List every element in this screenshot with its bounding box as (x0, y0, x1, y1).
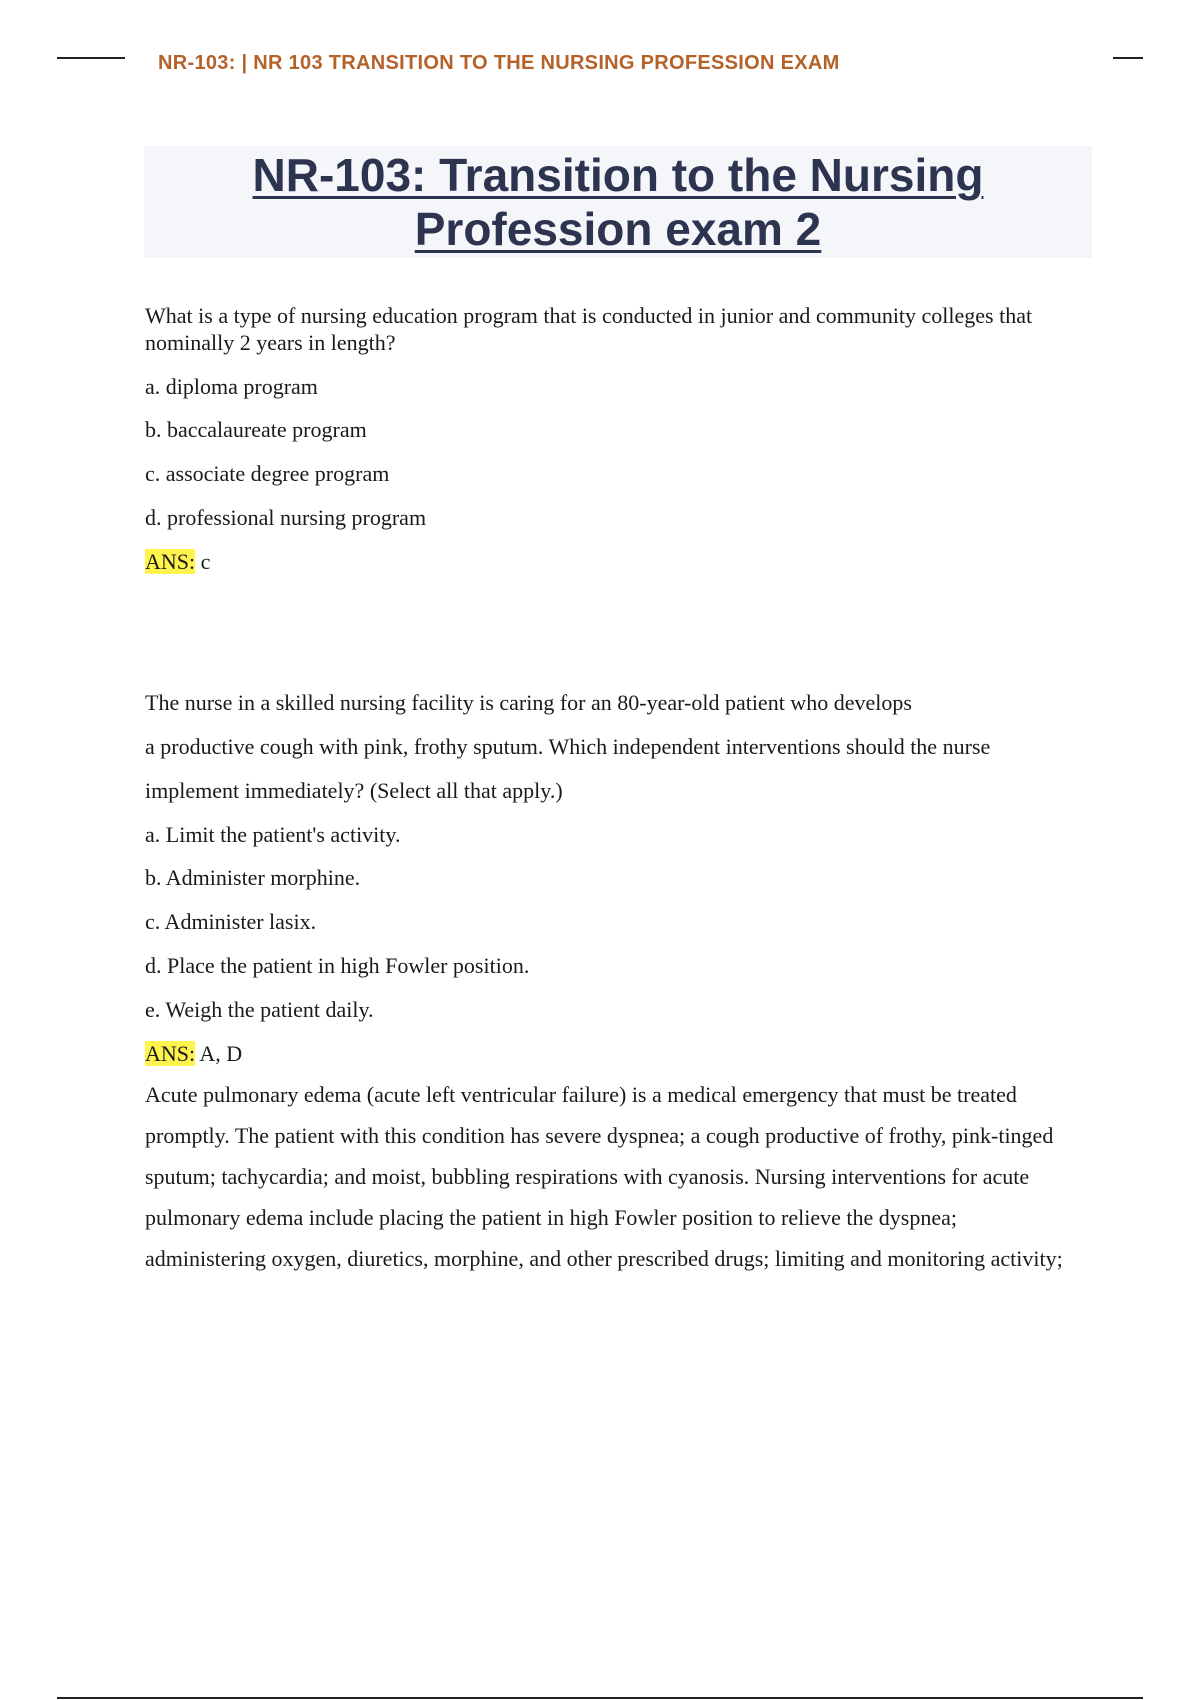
question-2-text-line-2: a productive cough with pink, frothy sputum. Which independent interventions should the nurse (145, 734, 991, 759)
question-2 (145, 689, 1095, 1272)
header-rule-left (57, 57, 125, 59)
question-1-answer (145, 548, 1095, 575)
question-2-option-d: d. Place the patient in high Fowler position. (145, 953, 530, 978)
answer-label: ANS: (145, 549, 196, 574)
question-2-text-line-1: The nurse in a skilled nursing facility is caring for an 80-year-old patient who develops (145, 690, 912, 715)
question-2-option-e: e. Weigh the patient daily. (145, 997, 374, 1022)
question-1-text: What is a type of nursing education program that is conducted in junior and community colleges that nominally 2 years in length? (145, 303, 1033, 355)
question-1 (145, 302, 1095, 575)
answer-label: ANS: (145, 1041, 196, 1066)
rationale-line-5: administering oxygen, diuretics, morphine, and other prescribed drugs; limiting and monitoring activity; (145, 1246, 1063, 1271)
rationale-line-1: Acute pulmonary edema (acute left ventricular failure) is a medical emergency that must be treated (145, 1082, 1017, 1107)
page-title-line-1: NR-103: Transition to the Nursing (252, 149, 984, 201)
answer-value: c (195, 549, 211, 574)
rationale-line-2: promptly. The patient with this condition has severe dyspnea; a cough productive of frothy, pink-tinged (145, 1123, 1054, 1148)
page-title-line-2: Profession exam 2 (414, 203, 822, 255)
document-content (145, 302, 1095, 1272)
question-2-option-a: a. Limit the patient's activity. (145, 822, 401, 847)
answer-value: A, D (195, 1041, 243, 1066)
rationale (145, 1081, 1095, 1272)
question-2-answer (145, 1040, 1095, 1067)
footer-rule (57, 1697, 1143, 1699)
page-title (144, 146, 1092, 256)
running-header: NR-103: | NR 103 TRANSITION TO THE NURSING PROFESSION EXAM (158, 52, 840, 74)
question-2-option-b: b. Administer morphine. (145, 865, 361, 890)
question-1-option-d: d. professional nursing program (145, 505, 427, 530)
question-2-text-line-3: implement immediately? (Select all that apply.) (145, 778, 563, 803)
header-rule-right (1113, 57, 1143, 59)
question-1-option-b: b. baccalaureate program (145, 417, 367, 442)
title-box (144, 146, 1092, 258)
question-1-option-a: a. diploma program (145, 374, 318, 399)
question-1-option-c: c. associate degree program (145, 461, 390, 486)
rationale-line-4: pulmonary edema include placing the patient in high Fowler position to relieve the dyspnea; (145, 1205, 957, 1230)
question-2-option-c: c. Administer lasix. (145, 909, 317, 934)
rationale-line-3: sputum; tachycardia; and moist, bubbling respirations with cyanosis. Nursing interventions for acute (145, 1164, 1030, 1189)
